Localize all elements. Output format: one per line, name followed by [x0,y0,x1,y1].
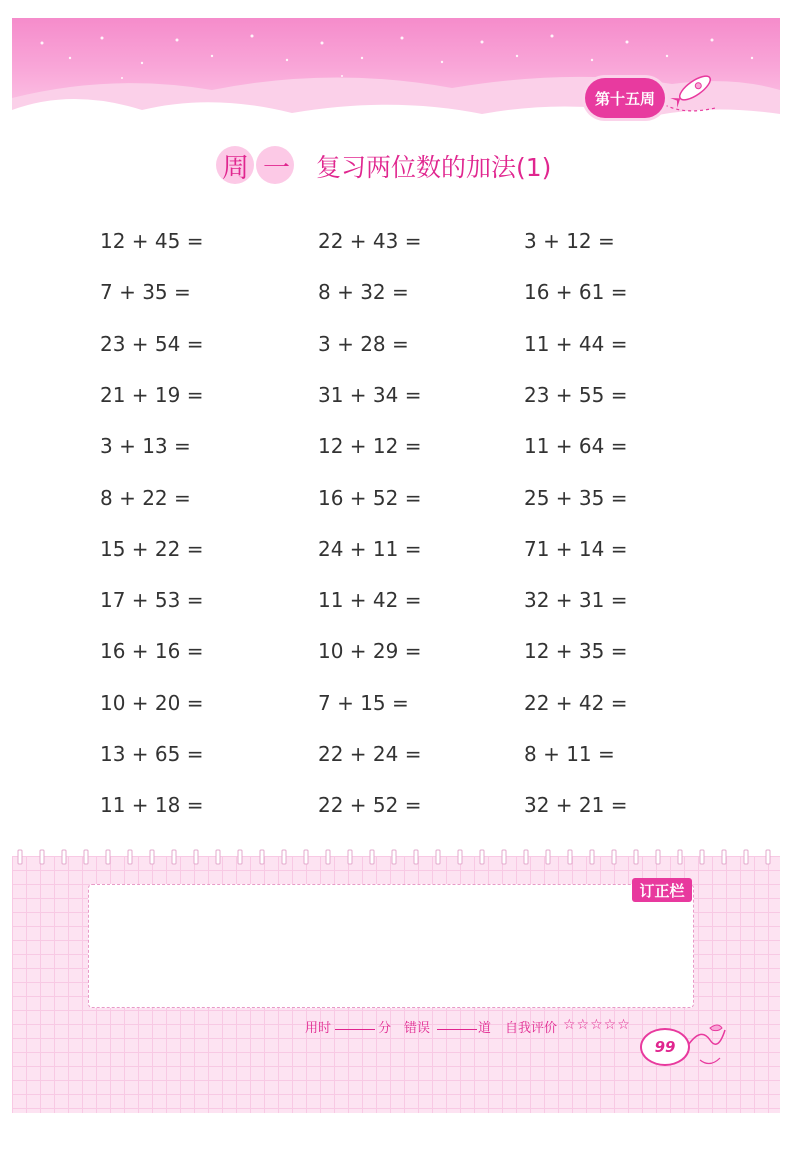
problem-col3-10: 22 + 42 = [524,691,628,715]
problem-col3-8: 32 + 31 = [524,588,628,612]
problem-col3-4: 23 + 55 = [524,383,628,407]
problem-col2-7: 24 + 11 = [318,537,422,561]
problem-col3-3: 11 + 44 = [524,332,628,356]
problem-col1-1: 12 + 45 = [100,229,204,253]
rocket-icon [655,60,725,120]
problem-col1-12: 11 + 18 = [100,793,204,817]
problem-col1-8: 17 + 53 = [100,588,204,612]
problem-col3-6: 25 + 35 = [524,486,628,510]
problem-col3-1: 3 + 12 = [524,229,615,253]
problem-col2-1: 22 + 43 = [318,229,422,253]
problem-col3-7: 71 + 14 = [524,537,628,561]
page-title: 复习两位数的加法(1) [316,153,552,182]
problem-col3-9: 12 + 35 = [524,639,628,663]
binder-rings-decoration [12,848,780,868]
problem-col3-2: 16 + 61 = [524,280,628,304]
problem-col1-6: 8 + 22 = [100,486,191,510]
star-rating[interactable]: ☆☆☆☆☆ [563,1017,631,1033]
self-eval-label: 自我评价 [505,1021,558,1036]
problem-col2-8: 11 + 42 = [318,588,422,612]
title-row [0,140,800,190]
problem-col1-5: 3 + 13 = [100,434,191,458]
problem-col1-7: 15 + 22 = [100,537,204,561]
problem-col1-9: 16 + 16 = [100,639,204,663]
problem-col3-5: 11 + 64 = [524,434,628,458]
problem-col3-12: 32 + 21 = [524,793,628,817]
time-used-label: 用时 [305,1021,332,1036]
problem-col3-11: 8 + 11 = [524,742,615,766]
problem-col1-10: 10 + 20 = [100,691,204,715]
problem-col2-10: 7 + 15 = [318,691,409,715]
problem-col2-2: 8 + 32 = [318,280,409,304]
error-label: 错误 [404,1021,431,1036]
day-label: 周一 [222,153,304,184]
minute-label: 分 [378,1021,392,1036]
problem-col1-11: 13 + 65 = [100,742,204,766]
problem-col1-4: 21 + 19 = [100,383,204,407]
time-blank[interactable] [335,1017,375,1030]
problem-col2-6: 16 + 52 = [318,486,422,510]
problem-col2-5: 12 + 12 = [318,434,422,458]
page-number: 99 [640,1028,690,1066]
week-badge: 第十五周 [585,78,665,118]
problem-col2-3: 3 + 28 = [318,332,409,356]
problem-col2-4: 31 + 34 = [318,383,422,407]
correction-box[interactable] [88,884,694,1008]
correction-label: 订正栏 [632,878,692,902]
problem-col2-12: 22 + 52 = [318,793,422,817]
problem-col2-11: 22 + 24 = [318,742,422,766]
problem-col1-2: 7 + 35 = [100,280,191,304]
problem-col2-9: 10 + 29 = [318,639,422,663]
problem-col1-3: 23 + 54 = [100,332,204,356]
error-blank[interactable] [437,1017,477,1030]
question-unit-label: 道 [478,1021,492,1036]
